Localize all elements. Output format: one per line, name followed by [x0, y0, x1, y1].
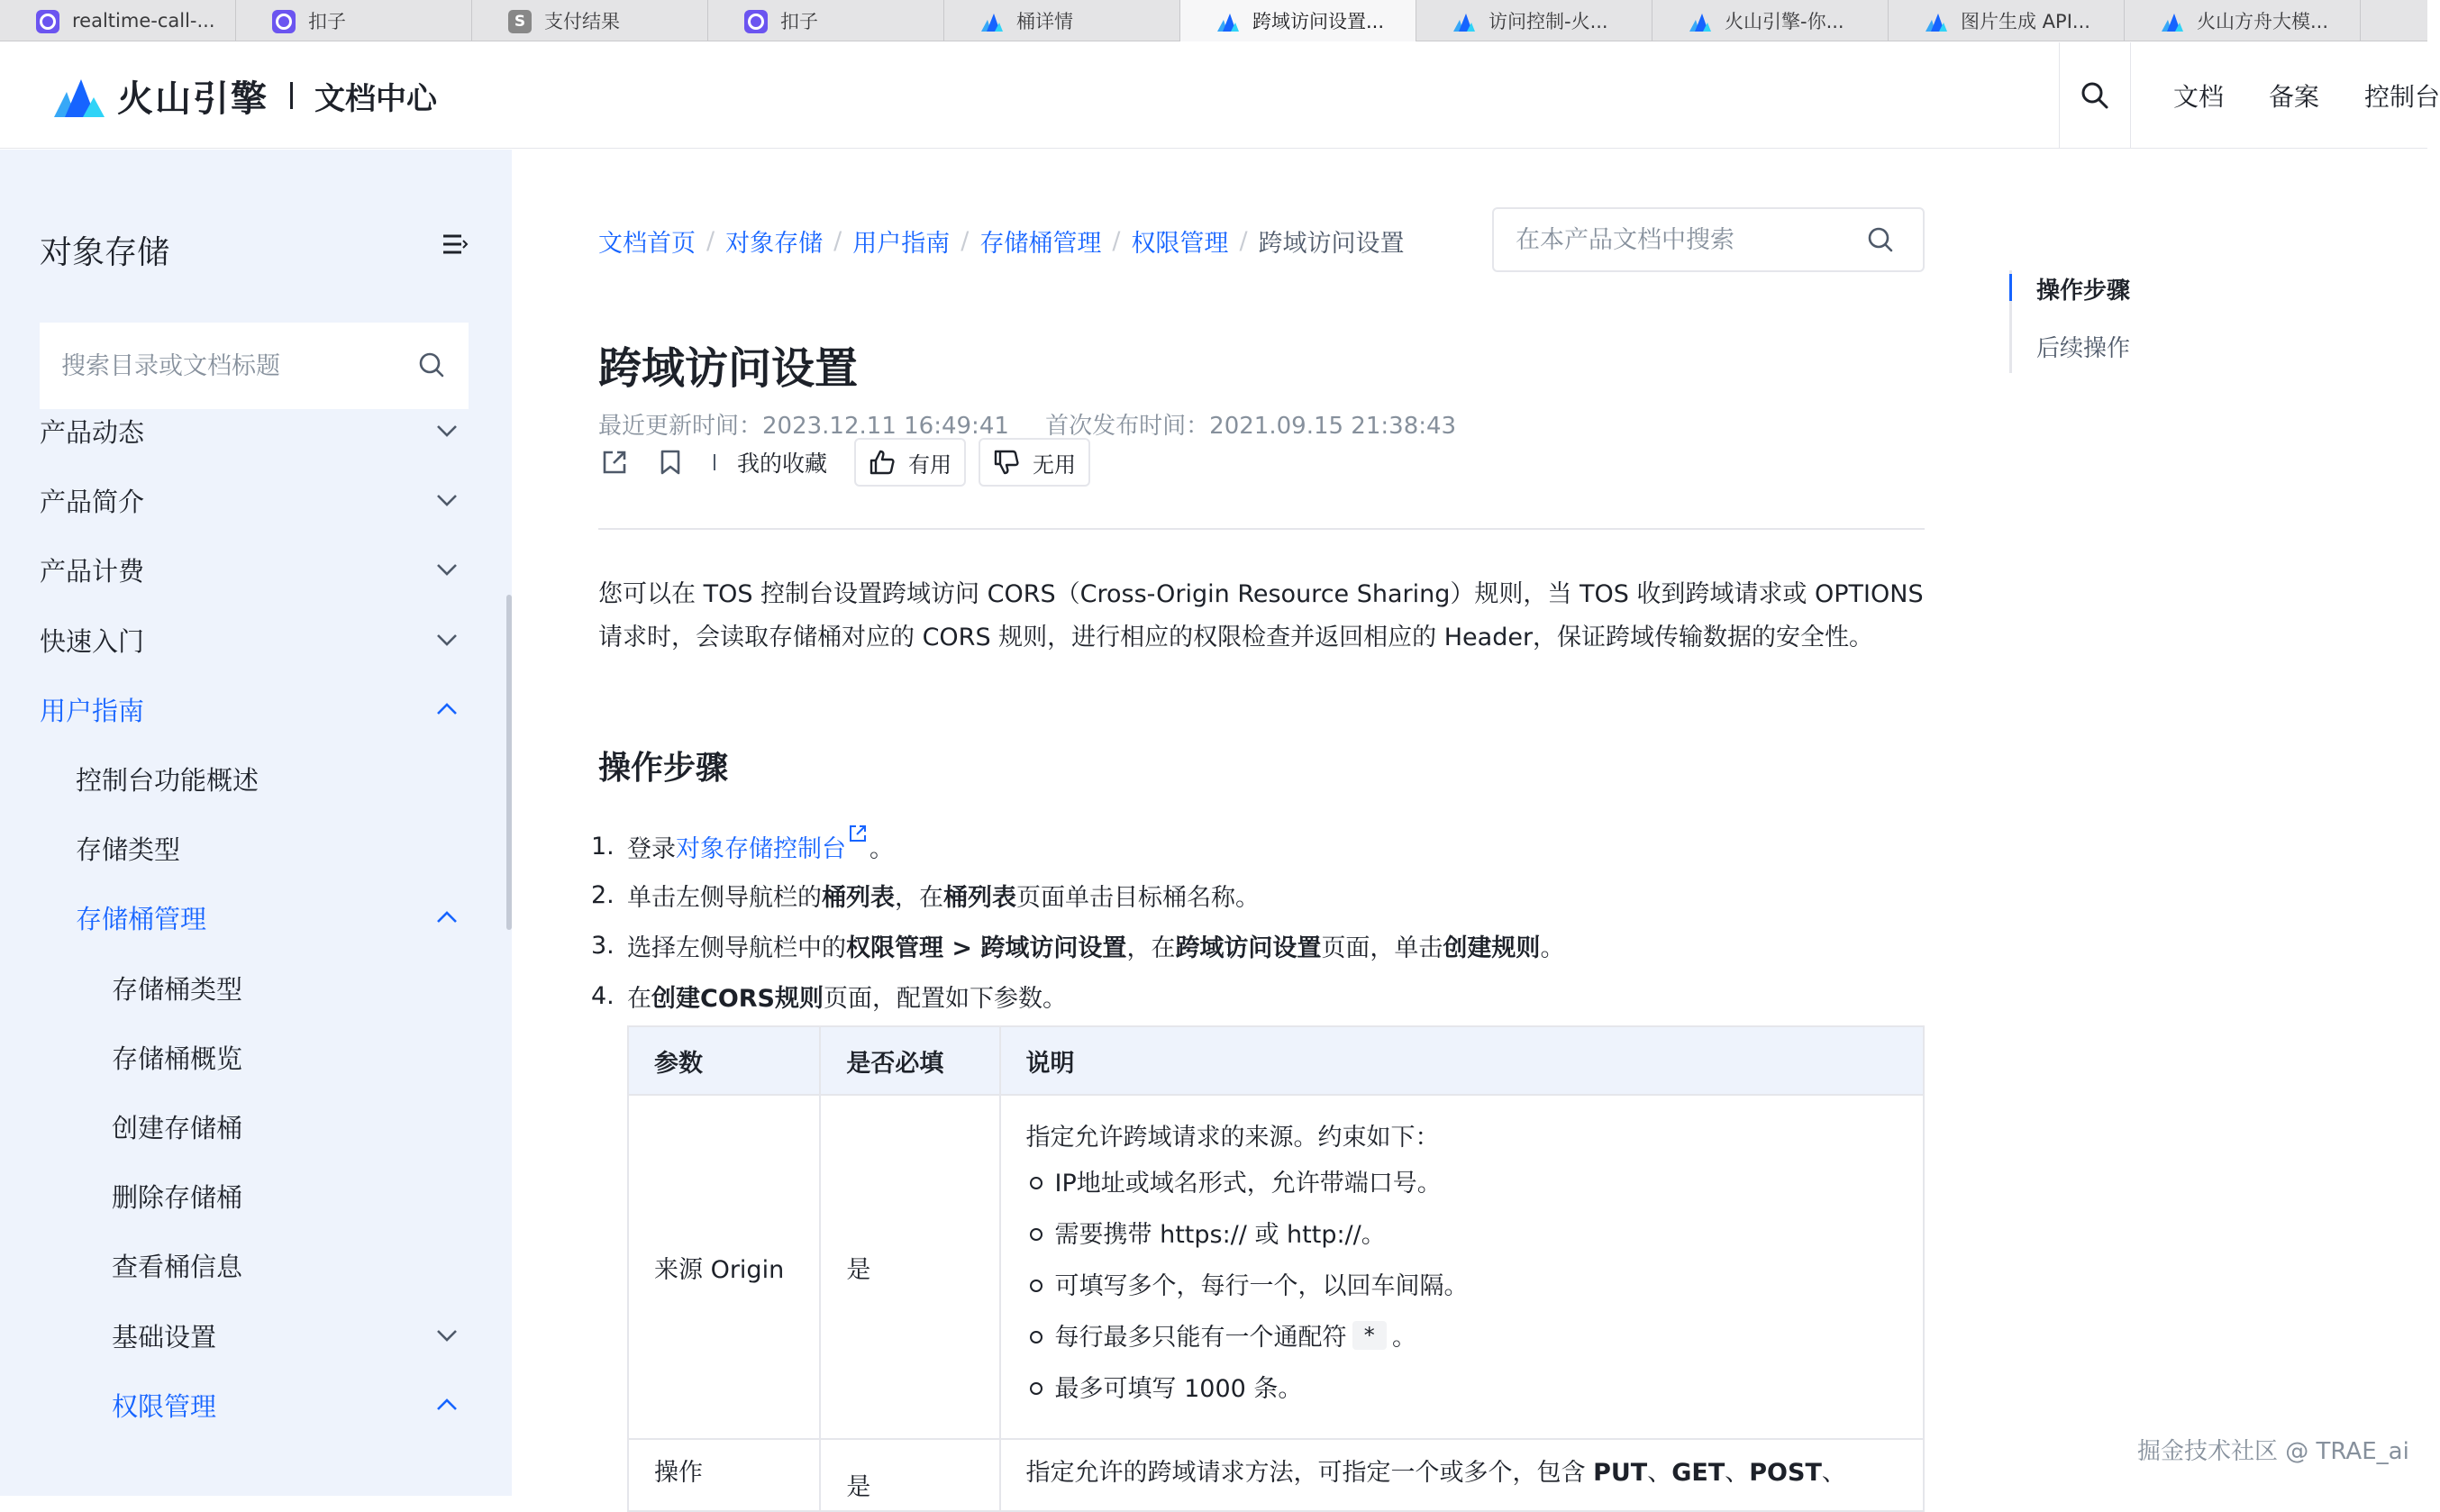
coze-icon	[272, 10, 296, 33]
console-link[interactable]: 对象存储控制台	[676, 835, 846, 863]
step-text	[627, 878, 1260, 913]
step-text-fragment: ，在	[895, 884, 943, 912]
site-header	[0, 42, 2440, 149]
breadcrumb-link[interactable]: 权限管理	[1131, 230, 1229, 258]
search-icon[interactable]	[1865, 224, 1898, 257]
chevron-down-icon[interactable]	[434, 420, 460, 442]
browser-tab[interactable]	[0, 0, 236, 41]
sidebar-item[interactable]	[0, 961, 505, 1015]
useless-label: 无用	[1033, 451, 1077, 478]
menu-collapse-icon[interactable]	[442, 232, 467, 256]
param-required: 是	[820, 1095, 999, 1439]
constraint-item	[1026, 1155, 1924, 1207]
sidebar-item[interactable]	[0, 613, 505, 667]
browser-tab[interactable]	[708, 0, 944, 41]
ui-term: 跨域访问设置	[1175, 934, 1322, 962]
tab-title: 桶详情	[1016, 11, 1073, 32]
my-favorites-link[interactable]: 我的收藏	[737, 451, 828, 477]
table-header: 是否必填	[820, 1026, 999, 1095]
breadcrumb-link[interactable]: 用户指南	[852, 230, 951, 258]
chevron-down-icon[interactable]	[434, 559, 460, 580]
tab-title: 支付结果	[544, 11, 620, 32]
volcengine-icon	[1925, 10, 1948, 33]
sidebar-item-label: 基础设置	[112, 1321, 217, 1353]
brand-name: 火山引擎	[117, 77, 269, 120]
table-header: 说明	[1000, 1026, 1925, 1095]
toc-item[interactable]: 后续操作	[2036, 335, 2131, 362]
sidebar-item-label: 存储桶管理	[76, 903, 207, 934]
constraint-item	[1026, 1361, 1924, 1412]
sidebar-item[interactable]	[0, 1238, 505, 1292]
step-text-fragment: 单击左侧导航栏的	[627, 884, 822, 912]
tab-title: 访问控制-火...	[1489, 11, 1608, 32]
nav-link[interactable]: 文档	[2173, 82, 2225, 112]
doc-actions	[598, 438, 1103, 487]
breadcrumb-separator: /	[706, 227, 715, 255]
browser-tab[interactable]	[236, 0, 472, 41]
search-icon[interactable]	[416, 350, 449, 382]
table-row	[628, 1095, 1924, 1439]
step-item	[591, 829, 894, 864]
sidebar-item[interactable]	[0, 890, 505, 944]
thumbs-down-icon	[993, 449, 1020, 476]
method-name: GET	[1671, 1459, 1725, 1487]
browser-tab[interactable]	[1889, 0, 2125, 41]
table-header-row	[628, 1026, 1924, 1095]
sidebar-search-input[interactable]	[61, 352, 404, 380]
description-lead: 指定允许跨域请求的来源。约束如下：	[1025, 1124, 1440, 1152]
breadcrumb-link[interactable]: 文档首页	[598, 230, 696, 258]
step-text-fragment: 选择左侧导航栏中的	[627, 934, 846, 962]
browser-tab[interactable]	[1652, 0, 1889, 41]
volcengine-icon	[1452, 10, 1476, 33]
volcengine-icon	[1216, 10, 1240, 33]
nav-link[interactable]: 控制台	[2364, 82, 2440, 112]
s-icon: S	[508, 10, 532, 33]
step-text-fragment: 。	[869, 835, 894, 863]
browser-tab[interactable]	[2125, 0, 2361, 41]
sidebar-item[interactable]	[0, 473, 505, 527]
breadcrumb-link[interactable]: 存储桶管理	[979, 230, 1102, 258]
chevron-down-icon[interactable]	[434, 489, 460, 511]
tab-title: 扣子	[780, 11, 818, 32]
breadcrumb-separator: /	[961, 227, 970, 255]
header-search-button[interactable]	[2059, 42, 2131, 149]
nav-link[interactable]: 备案	[2269, 82, 2320, 112]
step-number: 2.	[591, 881, 615, 909]
chevron-up-icon[interactable]	[434, 1394, 460, 1416]
breadcrumb-separator: /	[833, 227, 842, 255]
doc-meta	[598, 407, 1456, 441]
tab-title: 跨域访问设置...	[1252, 11, 1385, 32]
description-text: 、	[1725, 1459, 1750, 1487]
step-item	[591, 878, 1260, 913]
ui-term: 创建CORS规则	[651, 985, 824, 1013]
sidebar-scrollbar[interactable]	[506, 595, 512, 930]
toc-active-indicator	[2009, 274, 2012, 301]
ui-term: 桶列表	[943, 884, 1016, 912]
sidebar-item[interactable]	[0, 1030, 505, 1084]
description-text: 、	[1647, 1459, 1672, 1487]
search-icon	[2080, 80, 2110, 111]
tab-title: 火山方舟大模...	[2197, 11, 2329, 32]
constraint-text: 可填写多个，每行一个，以回车间隔。	[1054, 1272, 1469, 1300]
tab-title: 图片生成 API...	[1961, 11, 2090, 32]
step-text-fragment: 。	[1540, 934, 1565, 962]
volcengine-icon	[1689, 10, 1712, 33]
divider	[714, 454, 715, 470]
sidebar-item-label: 存储桶类型	[112, 973, 243, 1005]
coze-icon	[744, 10, 768, 33]
sidebar-item-label: 存储桶概览	[112, 1043, 243, 1074]
sidebar-item[interactable]	[0, 821, 505, 875]
ui-term: 创建规则	[1443, 934, 1541, 962]
published-time: 首次发布时间：2021.09.15 21:38:43	[1045, 413, 1457, 440]
param-required: 是	[820, 1439, 999, 1511]
browser-tab-strip	[0, 0, 2427, 41]
tab-title: 火山引擎-你...	[1725, 11, 1844, 32]
inline-code: *	[1352, 1321, 1387, 1350]
step-text	[627, 829, 894, 864]
tab-title: 扣子	[308, 11, 346, 32]
volcengine-icon	[980, 10, 1004, 33]
ui-term: 权限管理 > 跨域访问设置	[846, 934, 1127, 962]
updated-time: 最近更新时间：2023.12.11 16:49:41	[598, 413, 1009, 440]
method-name: POST	[1749, 1459, 1822, 1487]
watermark: 掘金技术社区 @ TRAE_ai	[2137, 1438, 2409, 1465]
sidebar-item[interactable]	[0, 682, 505, 736]
header-nav	[2173, 42, 2440, 149]
sidebar-item-label: 存储类型	[76, 833, 181, 865]
breadcrumb-separator: /	[1112, 227, 1121, 255]
sidebar-search	[40, 323, 469, 409]
step-text-fragment: 页面单击目标桶名称。	[1016, 884, 1260, 912]
constraint-item	[1026, 1309, 1924, 1361]
sidebar-item-label: 用户指南	[40, 695, 145, 726]
breadcrumb-current: 跨域访问设置	[1258, 230, 1405, 258]
chevron-down-icon[interactable]	[434, 629, 460, 651]
breadcrumb-separator: /	[1239, 227, 1248, 255]
description-text: 指定允许的跨域请求方法，可指定一个或多个，包含	[1025, 1459, 1594, 1487]
doc-search	[1492, 207, 1925, 272]
ui-term: 桶列表	[822, 884, 895, 912]
param-name: 操作	[628, 1439, 820, 1511]
step-item	[591, 928, 1564, 963]
intro-paragraph: 您可以在 TOS 控制台设置跨域访问 CORS（Cross-Origin Resource Sharing）规则，当 TOS 收到跨域请求或 OPTIONS 请求时，会读取存储桶对应的 CORS 规则，进行相应的权限检查并返回相应的 Header，保证跨域传输数据的安全性。	[598, 580, 1924, 651]
external-link-icon[interactable]	[846, 822, 869, 845]
title-divider	[598, 528, 1925, 530]
sidebar-item[interactable]	[0, 751, 505, 806]
constraint-text-end: 。	[1391, 1324, 1416, 1352]
sidebar-item[interactable]	[0, 1099, 505, 1153]
sidebar-item[interactable]	[0, 1378, 505, 1432]
sidebar-item[interactable]	[0, 1308, 505, 1362]
constraint-list	[1026, 1155, 1924, 1412]
useless-button[interactable]	[979, 438, 1090, 487]
doc-search-input[interactable]	[1516, 226, 1858, 254]
breadcrumb	[598, 223, 1405, 259]
volcengine-logo-icon	[52, 72, 106, 119]
step-text-fragment: 登录	[627, 835, 676, 863]
tab-title: realtime-call-...	[72, 10, 215, 32]
table-header: 参数	[628, 1026, 820, 1095]
method-name: PUT	[1593, 1459, 1648, 1487]
toc-item[interactable]: 操作步骤	[2036, 278, 2131, 305]
thumbs-up-icon	[869, 449, 896, 476]
constraint-text: 需要携带 https:// 或 http://。	[1054, 1221, 1386, 1249]
step-number: 1.	[591, 833, 615, 861]
browser-tab[interactable]	[1416, 0, 1652, 41]
browser-tab[interactable]	[472, 0, 708, 41]
sidebar-item[interactable]	[0, 542, 505, 597]
bookmark-button[interactable]	[654, 446, 687, 478]
volcengine-icon	[2161, 10, 2184, 33]
doc-center-title: 文档中心	[314, 80, 437, 117]
useful-button[interactable]	[854, 438, 966, 487]
sidebar-item-label: 产品简介	[40, 486, 145, 517]
page-title: 跨域访问设置	[598, 343, 859, 394]
share-button[interactable]	[598, 446, 631, 478]
step-text	[627, 979, 1067, 1014]
step-number: 4.	[591, 982, 615, 1010]
chevron-up-icon[interactable]	[434, 698, 460, 720]
chevron-up-icon[interactable]	[434, 906, 460, 928]
constraint-text: 每行最多只能有一个通配符	[1054, 1324, 1347, 1352]
step-text-fragment: 在	[627, 985, 651, 1013]
parameter-table	[627, 1025, 1925, 1512]
constraint-text: 最多可填写 1000 条。	[1054, 1375, 1303, 1403]
external-share-icon	[598, 446, 631, 478]
constraint-text: IP地址或域名形式，允许带端口号。	[1054, 1170, 1442, 1198]
browser-tab[interactable]	[1180, 0, 1416, 41]
section-heading: 操作步骤	[598, 750, 729, 787]
step-number: 3.	[591, 932, 615, 960]
bookmark-icon	[654, 446, 687, 478]
step-text-fragment: ，在	[1126, 934, 1176, 962]
step-text-fragment: 页面，配置如下参数。	[824, 985, 1068, 1013]
logo-divider	[290, 82, 293, 109]
logo[interactable]	[52, 68, 437, 123]
sidebar-item[interactable]	[0, 1169, 505, 1223]
sidebar-title: 对象存储	[40, 234, 170, 271]
sidebar-item-label: 控制台功能概述	[76, 764, 259, 796]
step-item	[591, 979, 1067, 1014]
browser-tab[interactable]	[944, 0, 1180, 41]
sidebar	[0, 150, 512, 1496]
param-description	[1000, 1439, 1925, 1511]
table-row	[628, 1439, 1924, 1511]
breadcrumb-link[interactable]: 对象存储	[725, 230, 824, 258]
param-name: 来源 Origin	[628, 1095, 820, 1439]
coze-icon	[36, 10, 59, 33]
sidebar-item-label: 权限管理	[112, 1390, 217, 1422]
description-text: 、	[1821, 1459, 1846, 1487]
sidebar-item-label: 产品动态	[40, 416, 145, 448]
useful-label: 有用	[908, 451, 952, 478]
sidebar-item-label: 产品计费	[40, 555, 145, 587]
sidebar-item-label: 创建存储桶	[112, 1112, 243, 1143]
sidebar-item[interactable]	[0, 404, 505, 458]
step-text-fragment: 页面，单击	[1321, 934, 1443, 962]
param-description	[1000, 1095, 1925, 1439]
constraint-item	[1026, 1207, 1924, 1258]
sidebar-item-label: 删除存储桶	[112, 1181, 243, 1213]
constraint-item	[1026, 1258, 1924, 1309]
chevron-down-icon[interactable]	[434, 1325, 460, 1346]
step-text	[627, 928, 1564, 963]
sidebar-item-label: 查看桶信息	[112, 1251, 243, 1282]
sidebar-item-label: 快速入门	[40, 625, 145, 657]
